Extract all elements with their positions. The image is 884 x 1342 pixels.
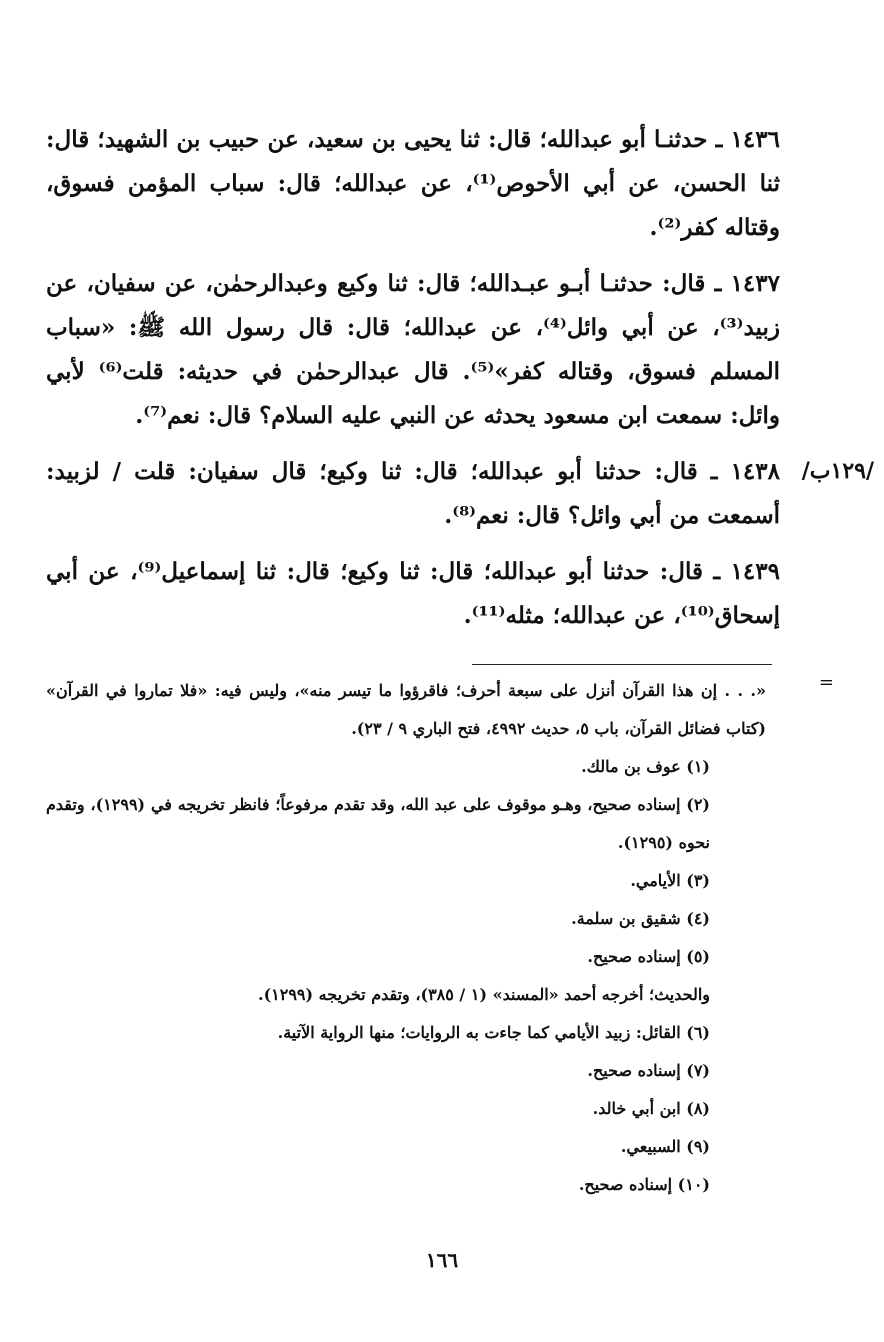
footnote-6: (٦) القائل: زبيد الأيامي كما جاءت به الروايات؛ منها الرواية الآتية. xyxy=(277,1023,710,1042)
footnote-8: (٨) ابن أبي خالد. xyxy=(592,1099,710,1118)
footnote-2: (٢) إسناده صحيح، وهـو موقوف على عبد الله، وقد تقدم مرفوعاً؛ فانظر تخريجه في (١٢٩٩)، وتقدم نحوه (١٢٩٥). xyxy=(46,795,710,852)
footnote-7: (٧) إسناده صحيح. xyxy=(587,1061,710,1080)
page-number: ١٦٦ xyxy=(425,1248,459,1272)
hadith-number: ١٤٣٦ xyxy=(730,126,780,153)
hadith-text: ـ قال: حدثنا أبو عبدالله؛ قال: ثنا وكيع؛ قال سفيان: قلت / لزبيد: أسمعت من أبي وائل؟ قال: نعم⁽⁸⁾. xyxy=(46,458,780,529)
hadith-1438 xyxy=(46,450,780,538)
footnote-9: (٩) السبيعي. xyxy=(620,1137,710,1156)
hadith-number: ١٤٣٨ xyxy=(730,458,780,485)
hadith-text: ـ قال: حدثنا أبو عبدالله؛ قال: ثنا وكيع؛ قال: ثنا إسماعيل⁽⁹⁾، عن أبي إسحاق⁽¹⁰⁾، عن عبدالله؛ مثله⁽¹¹⁾. xyxy=(46,558,780,629)
footnote-5: (٥) إسناده صحيح. xyxy=(587,947,710,966)
footnote-4: (٤) شقيق بن سلمة. xyxy=(571,909,710,928)
hadith-text: ـ قال: حدثنـا أبـو عبـدالله؛ قال: ثنا وكيع وعبدالرحمٰن، عن سفيان، عن زبيد⁽³⁾، عن أبي وائل⁽⁴⁾، عن عبدالله؛ قال: قال رسول الله ﷺ: «سباب المسلم فسوق، وقتاله كفر»⁽⁵⁾. قال عبدالرحمٰن في حديثه: قلت⁽⁶⁾ لأبي وائل: سمعت ابن مسعود يحدثه عن النبي عليه السلام؟ قال: نعم⁽⁷⁾. xyxy=(46,270,781,429)
hadith-1437 xyxy=(46,262,780,438)
hadith-1439 xyxy=(46,550,780,638)
footnotes xyxy=(46,672,766,1204)
footnote-continuation-mark: = xyxy=(818,672,834,693)
hadith-1436 xyxy=(46,118,780,250)
manuscript-folio-reference: /١٢٩ب/ xyxy=(801,458,874,484)
footnote-1: (١) عوف بن مالك. xyxy=(581,757,710,776)
main-text xyxy=(46,118,780,650)
hadith-text: ـ حدثنـا أبو عبدالله؛ قال: ثنا يحيى بن سعيد، عن حبيب بن الشهيد؛ قال: ثنا الحسن، عن أبي الأحوص⁽¹⁾، عن عبدالله؛ قال: سباب المؤمن فسوق، وقتاله كفر⁽²⁾. xyxy=(46,126,780,241)
footnote-continued: «. . . إن هذا القرآن أنزل على سبعة أحرف؛ فاقرؤوا ما تيسر منه»، وليس فيه: «فلا تماروا في القرآن» (كتاب فضائل القرآن، باب ٥، حديث ٤٩٩٢، فتح الباري ٩ / ٢٣). xyxy=(46,681,766,738)
footnote-10: (١٠) إسناده صحيح. xyxy=(578,1175,710,1194)
hadith-number: ١٤٣٧ xyxy=(730,270,780,297)
footnote-5-continued: والحديث؛ أخرجه أحمد «المسند» (١ / ٣٨٥)، وتقدم تخريجه (١٢٩٩). xyxy=(258,985,710,1004)
footnote-3: (٣) الأيامي. xyxy=(630,871,710,890)
hadith-number: ١٤٣٩ xyxy=(730,558,780,585)
footnote-divider xyxy=(472,664,772,665)
